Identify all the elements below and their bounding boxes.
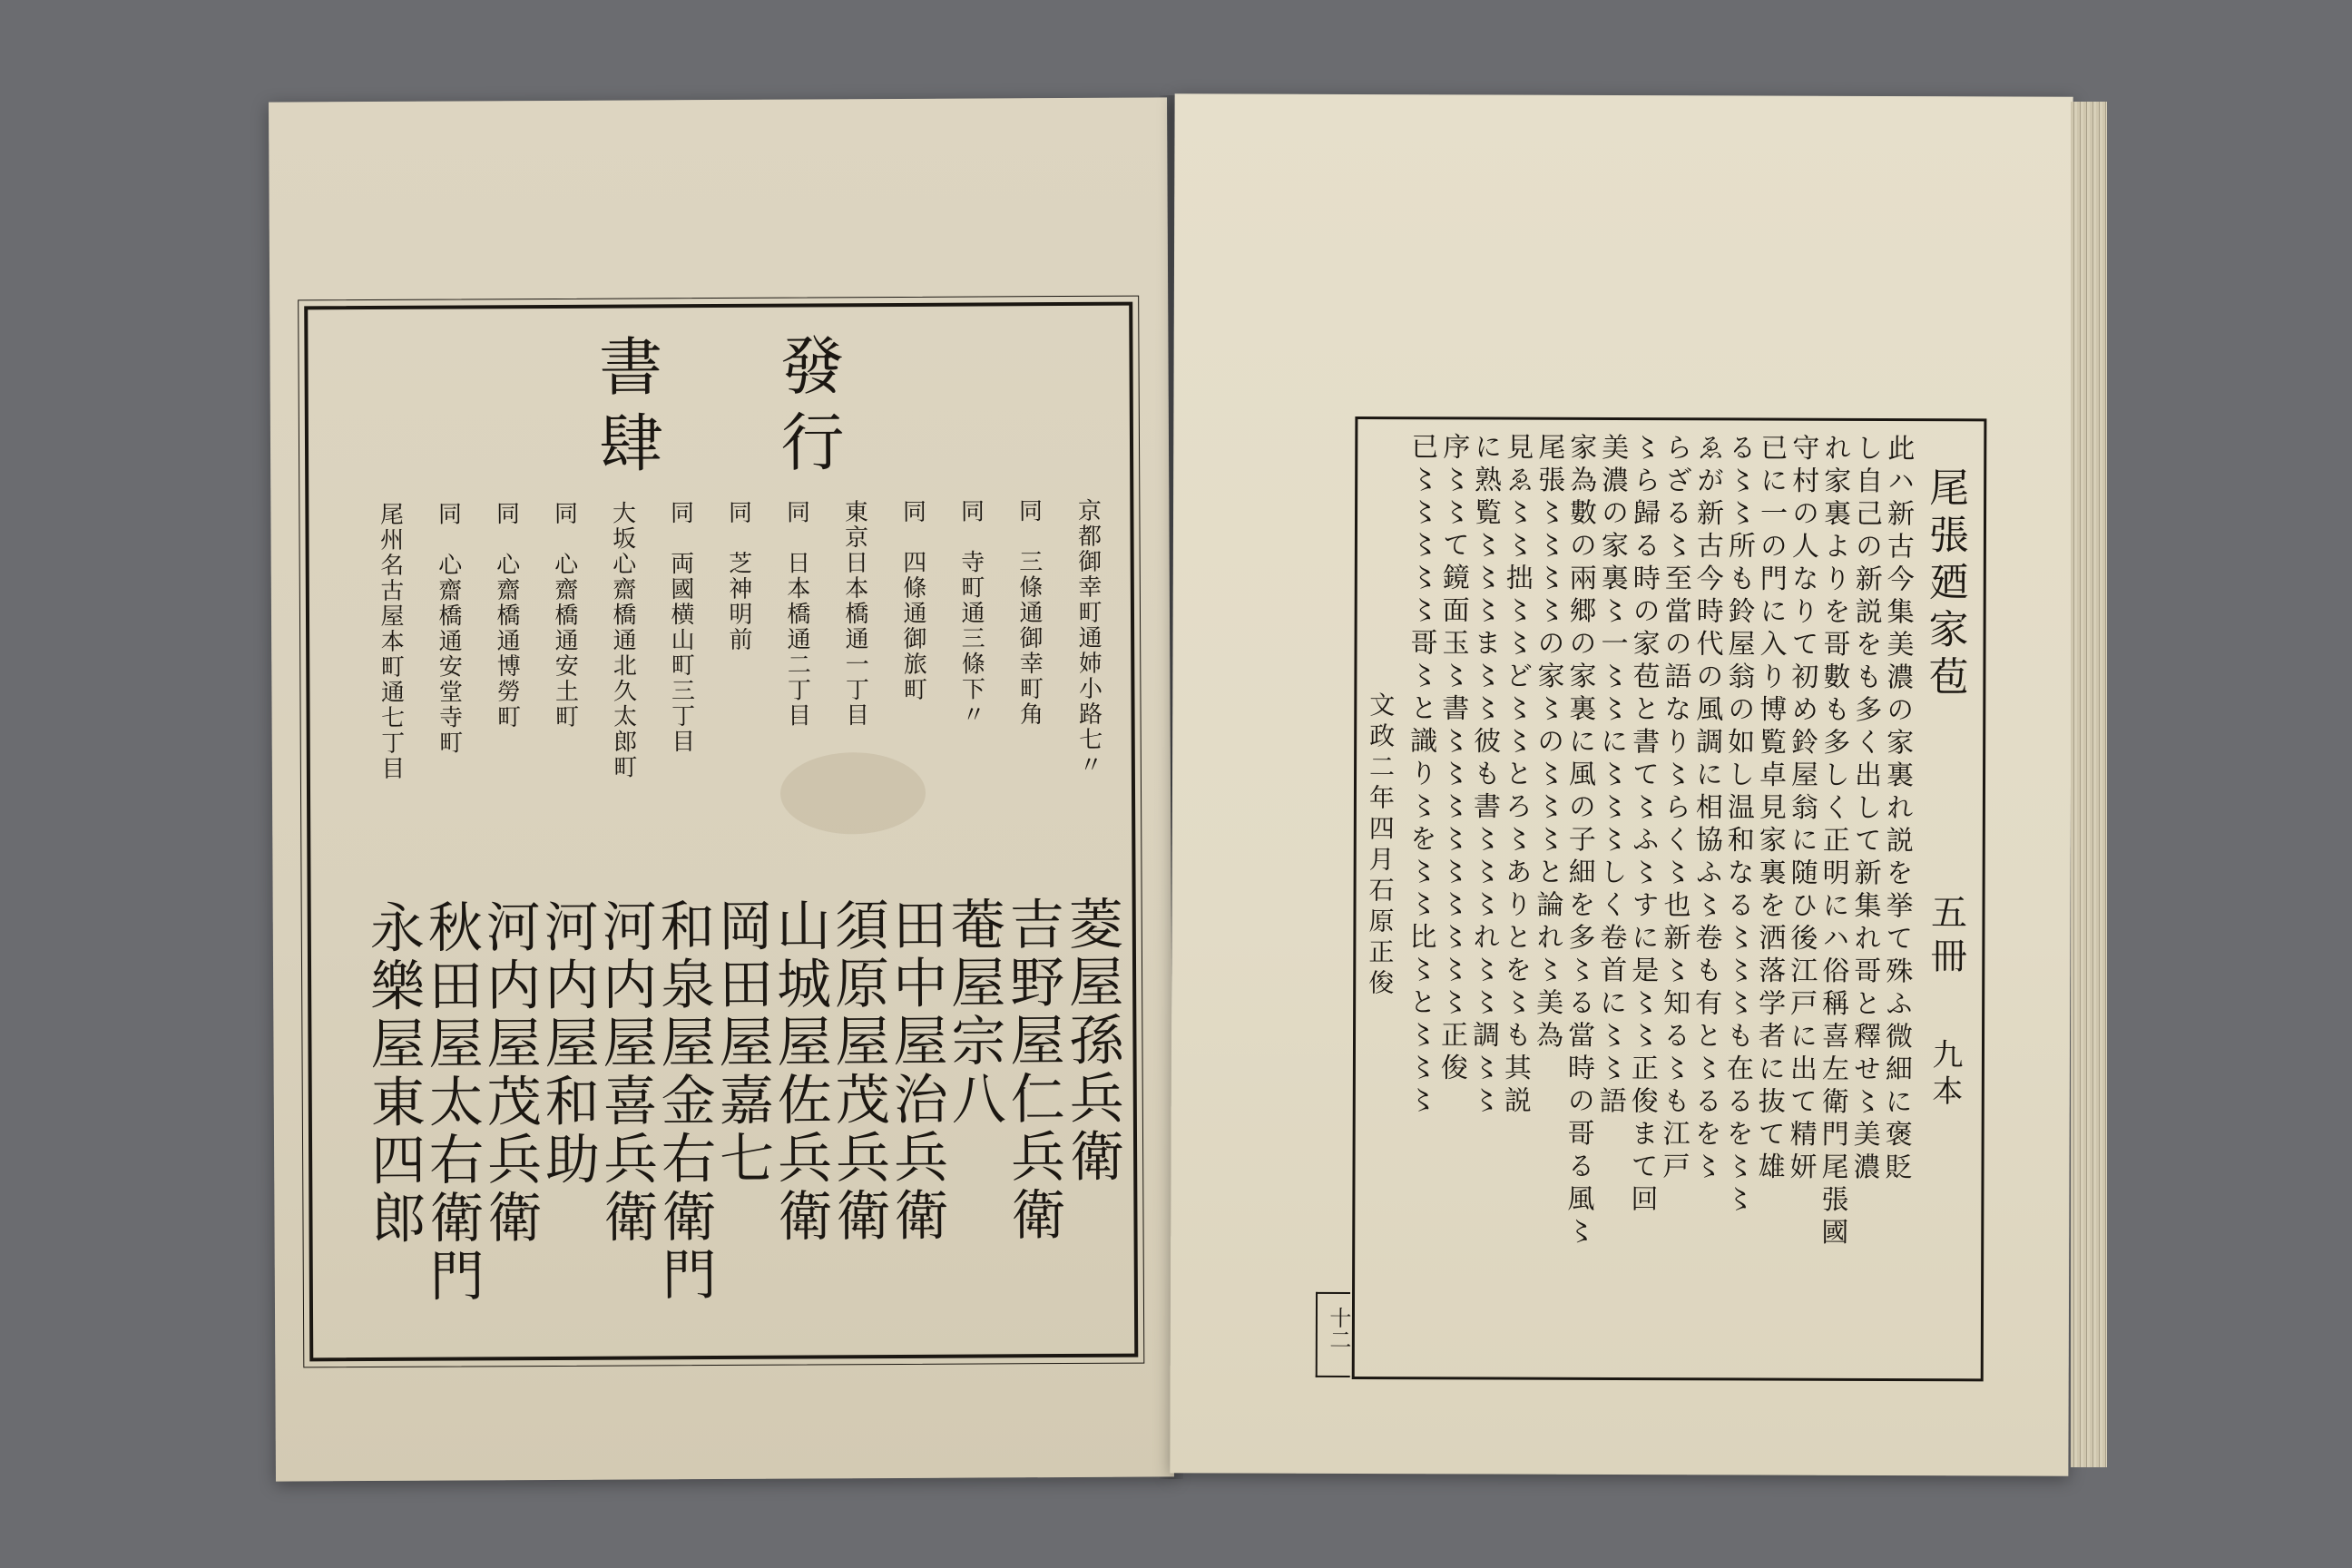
publisher-name-10: 河内屋和助	[534, 897, 601, 1190]
publisher-name-12: 秋田屋太右衛門	[418, 898, 485, 1306]
publisher-name-4: 田中屋治兵衛	[883, 896, 949, 1246]
address-1: 京都御幸町通姉小路七〃	[1073, 497, 1102, 778]
address-9: 大坂心齋橋通北久太郎町	[608, 500, 637, 780]
right-page	[1170, 93, 2073, 1475]
title-hakko: 發行	[769, 332, 846, 485]
publisher-name-9: 河内屋喜兵衛	[593, 897, 659, 1247]
text-line: れ家裏よりを哥數も多しく正明にハ俗稱喜左衛門尾張國	[1816, 433, 1851, 1250]
text-line: 已〻〻〻〻〻哥〻と識り〻を〻〻比〻と〻〻〻	[1403, 432, 1438, 1119]
page-edges	[2071, 102, 2107, 1467]
text-line: ゑが新古今時代の風調に相協ふ〻卷も有と〻るを〻	[1689, 433, 1724, 1185]
text-line: 已に一の門に入り博覧卓見家裏を洒落学者に抜て雄	[1752, 433, 1788, 1185]
address-4: 同 四條通御旅町	[898, 498, 927, 702]
address-10: 同 心齋橋通安土町	[550, 500, 579, 730]
publisher-name-2: 吉野屋仁兵衛	[1000, 896, 1066, 1245]
publisher-name-1: 菱屋孫兵衛	[1059, 895, 1125, 1187]
address-7: 同 芝神明前	[724, 499, 753, 652]
address-5: 東京日本橋通一丁目	[840, 499, 869, 729]
text-line: 此ハ新古今集美濃の家裏れ説を挙て殊ふ微細に褒貶	[1879, 434, 1915, 1186]
text-line: 序〻〻て鏡面玉〻書〻〻〻〻〻〻〻〻〻正俊	[1435, 432, 1470, 1086]
text-line: る〻〻所も鈴屋翁の如し温和なる〻〻〻も在るを〻〻	[1720, 433, 1756, 1218]
address-13: 尾州名古屋本町通七丁目	[376, 501, 405, 781]
publisher-name-3: 菴屋宗八	[941, 896, 1006, 1129]
folio-number: 十二	[1325, 1306, 1351, 1350]
publisher-name-13: 永樂屋東四郎	[360, 898, 426, 1249]
volume-sub: 九本	[1926, 1038, 1964, 1112]
text-frame	[1352, 416, 1987, 1381]
colophon-date-line: 文政二年四月石原正俊	[1365, 691, 1396, 1001]
folio-box	[1316, 1292, 1350, 1377]
address-3: 同 寺町通三條下〃	[956, 498, 985, 728]
text-line: に熟覧〻〻〻ま〻〻彼も書〻〻〻れ〻〻調〻〻	[1466, 432, 1502, 1119]
text-line: 家為數の兩郷の家裏に風の子細を多〻る當時の哥る風〻	[1562, 432, 1597, 1250]
publisher-name-5: 須原屋茂兵衛	[825, 897, 891, 1246]
text-line: し自己の新説をも多く出して新集れ哥と釋せ〻美濃	[1847, 433, 1883, 1185]
colophon-frame	[304, 302, 1138, 1362]
publisher-name-8: 和泉屋金右衛門	[651, 897, 717, 1305]
volume-count: 五冊	[1925, 893, 1967, 981]
book-title: 尾張廼家苞	[1921, 466, 1969, 703]
text-line: 美濃の家裏〻一〻〻に〻〻〻しく卷首に〻〻語	[1593, 432, 1629, 1120]
address-11: 同 心齋橋通博勞町	[492, 501, 521, 730]
publisher-name-6: 山城屋佐兵衛	[767, 897, 833, 1246]
text-line: らざる〻至當の語なり〻らく〻也新〻知る〻も江戸	[1657, 433, 1692, 1185]
address-2: 同 三條通御幸町角	[1014, 498, 1044, 728]
text-line: 〻ら歸る時の家苞と書て〻ふ〻すに是〻〻正俊まて回	[1625, 433, 1661, 1218]
address-6: 同 日本橋通二丁目	[782, 499, 811, 729]
title-shoshi: 書肆	[588, 333, 664, 486]
text-line: 見ゑ〻〻拙〻〻ど〻〻とろ〻ありとを〻も其説	[1498, 432, 1534, 1119]
address-12: 同 心齋橋通安堂寺町	[434, 501, 463, 756]
publisher-name-7: 岡田屋嘉七	[709, 897, 775, 1189]
publisher-name-11: 河内屋茂兵衛	[476, 898, 543, 1248]
left-page	[269, 97, 1174, 1481]
text-line: 尾張〻〻〻〻の家〻の〻〻〻と論れ〻美為	[1530, 432, 1565, 1054]
text-line: 守村の人なりて初め鈴屋翁に随ひ後江戸に出て精妍	[1784, 433, 1819, 1185]
address-8: 同 両國横山町三丁目	[666, 500, 695, 755]
